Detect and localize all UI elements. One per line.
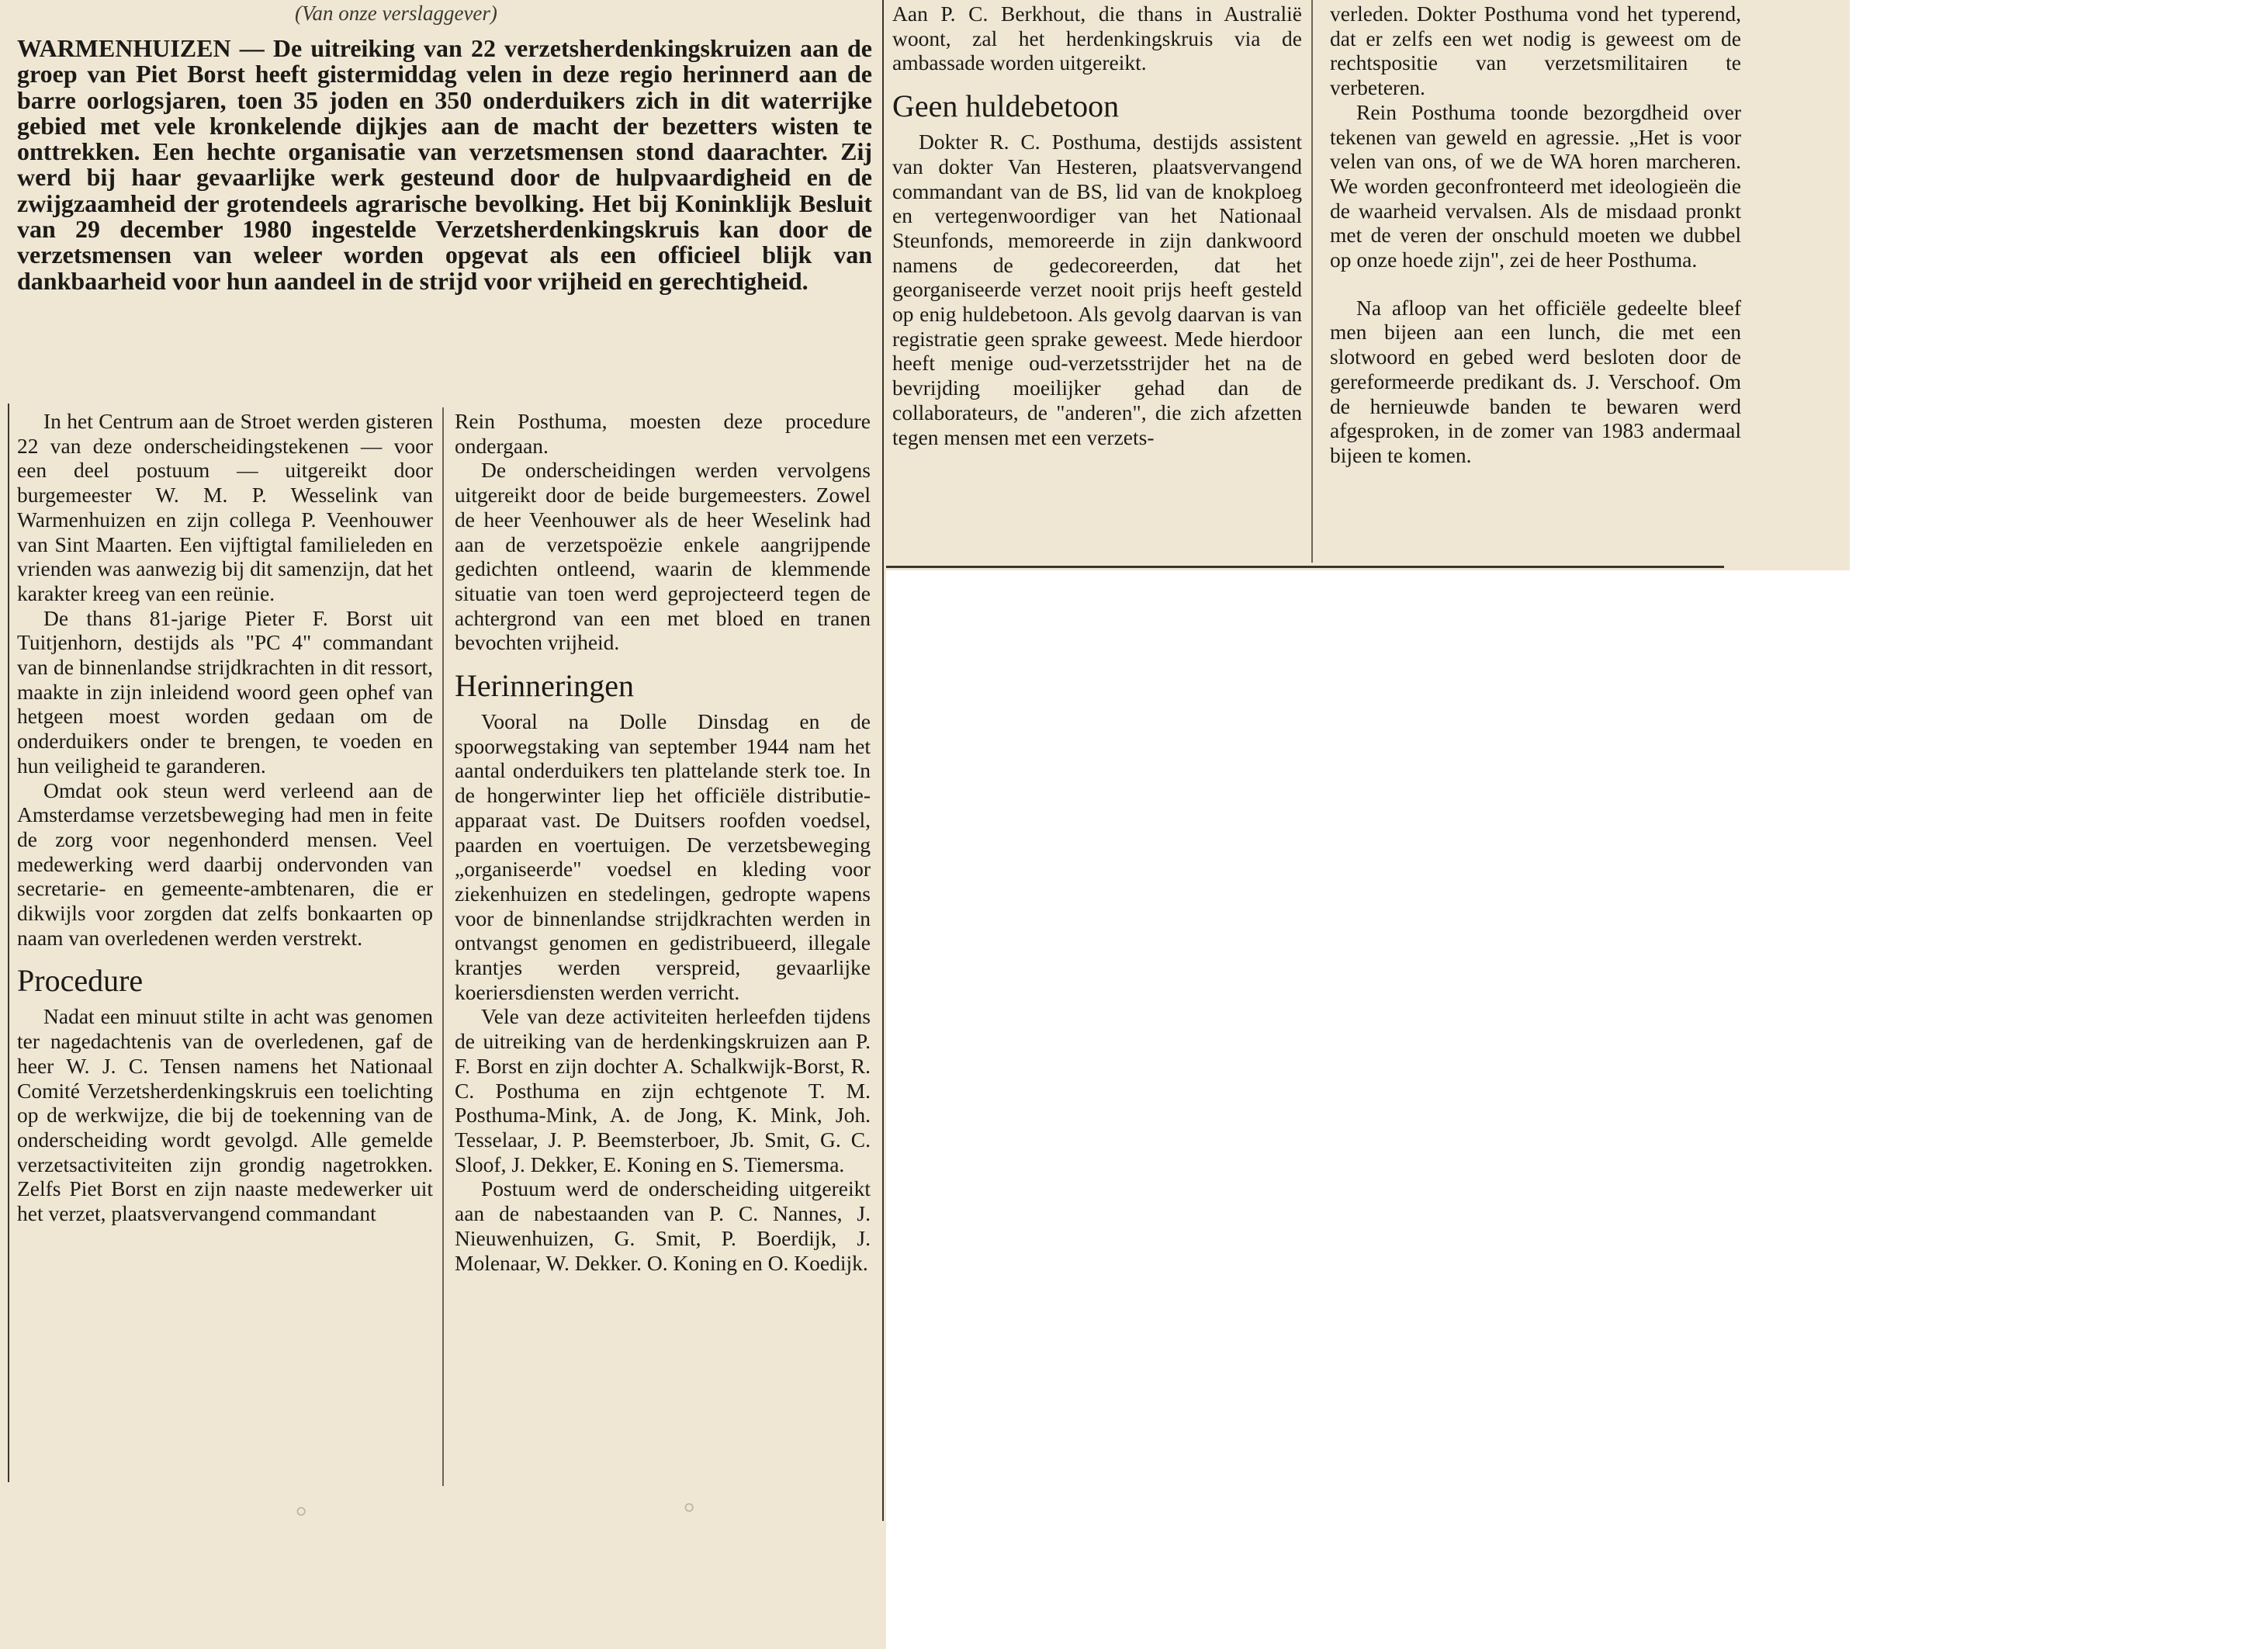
byline: (Van onze verslaggever) (295, 2, 497, 25)
paragraph: In het Centrum aan de Stroet werden gisteren 22 van deze onderscheidingstekenen — voor een deel postuum — uitgereikt door burgemeester W. M. P. Wesselink van Warmenhuizen en zijn collega P. Veenhouwer van Sint Maarten. Een vijftigtal familieleden en vrienden was aanwezig bij dit samenzijn, dat het karakter kreeg van een reünie. (17, 409, 433, 605)
paragraph: Rein Posthuma, moesten deze procedure ondergaan. (455, 409, 871, 458)
paragraph: Rein Posthuma toonde bezorgdheid over tekenen van geweld en agressie. „Het is voor velen van ons, of we de WA horen marcheren. We worden geconfronteerd met ideologieën die de waarheid vervalsen. Als de misdaad pronkt met de veren der onschuld moeten we dubbel op onze hoede zijn", zei de heer Posthuma. (1330, 99, 1741, 272)
paragraph: De thans 81-jarige Pieter F. Borst uit Tuitjenhorn, destijds als "PC 4" commandant van de binnenlandse strijdkrachten in dit ressort, maakte in zijn inleidend woord geen ophef van hetgeen moest worden gedaan om de onderduikers onder te brengen, te voeden en hun veiligheid te garanderen. (17, 605, 433, 778)
paragraph: Vooral na Dolle Dinsdag en de spoorwegstaking van september 1944 nam het aantal onderduikers ten plattelande sterk toe. In de hongerwinter liep het officiële distributie-apparaat vast. De Duitsers roofden voedsel, paarden en voertuigen. De verzetsbeweging „organiseerde" voedsel en kleding voor ziekenhuizen en stedelingen, gedropte wapens voor de binnenlandse strijdkrachten werden in ontvangst genomen en gedistribueerd, illegale krantjes werden verspreid, gevaarlijke koeriersdiensten werden verricht. (455, 709, 871, 1004)
paragraph: De onderscheidingen werden vervolgens uitgereikt door de beide burgemeesters. Zowel de heer Veenhouwer als de heer Weselink had aan de verzetspoëzie enkele aangrijpende gedichten ontleend, waarin de klemmende situatie van toen werd geprojecteerd tegen de achtergrond van een met bloed en tranen bevochten vrijheid. (455, 458, 871, 655)
bottom-cut-rule (886, 566, 1724, 568)
paragraph: Dokter R. C. Posthuma, destijds assistent van dokter Van Hesteren, plaatsvervangend commandant van de BS, lid van de knokploeg en vertegenwoordiger van het Nationaal Steunfonds, memoreerde in zijn dankwoord namens de gedecoreerden, dat het georganiseerde verzet nooit prijs heeft gesteld op enig huldebetoon. Als gevolg daarvan is van registratie geen sprake geweest. Mede hierdoor heeft menige oud-verzetsstrijder het na de bevrijding moeilijker gehad dan de collaborateurs, de "anderen", die zich afzetten tegen mensen met een verzets- (892, 130, 1302, 449)
column-4 (1330, 2, 1741, 468)
subheading-geen-huldebetoon: Geen huldebetoon (892, 88, 1120, 124)
column-3 (892, 2, 1302, 449)
column-1 (17, 409, 433, 1226)
column-rule-3 (1311, 0, 1313, 563)
column-rule-2 (882, 0, 884, 1521)
paragraph: Nadat een minuut stilte in acht was genomen ter nagedachtenis van de overledenen, gaf de heer W. J. C. Tensen namens het Nationaal Comité Verzetsherdenkingskruis een toelichting op de werkwijze, die bij de toekenning van de onderscheiding wordt gevolgd. Alle gemelde verzetsactiviteiten zijn grondig nagetrokken. Zelfs Piet Borst en zijn naaste medewerker uit het verzet, plaatsvervangend commandant (17, 1004, 433, 1226)
paragraph: Aan P. C. Berkhout, die thans in Australië woont, zal het herdenkingskruis via de ambassade worden uitgereikt. (892, 2, 1302, 75)
paper-fold-mark: ◦ (683, 1487, 696, 1526)
paper-fold-mark: ◦ (295, 1491, 308, 1530)
lead-paragraph: WARMENHUIZEN — De uitreiking van 22 verzetsherdenkingskruizen aan de groep van Piet Borst heeft gistermiddag velen in deze regio herinnerd aan de barre oorlogsjaren, toen 35 joden en 350 onderduikers zich in dit waterrijke gebied met vele kronkelende dijkjes aan de macht der bezetters wisten te onttrekken. Een hechte organisatie van verzetsmensen stond daarachter. Zij werd bij haar gevaarlijke werk gesteund door de hulpvaardigheid en de zwijgzaamheid der grotendeels agrarische bevolking. Het bij Koninklijk Besluit van 29 december 1980 ingestelde Verzetsherdenkingskruis kan door de verzetsmensen van weleer worden opgevat als een officieel blijk van dankbaarheid voor hun aandeel in de strijd voor vrijheid en gerechtigheid. (17, 34, 872, 295)
paragraph: Na afloop van het officiële gedeelte bleef men bijeen aan een lunch, die met een slotwoord en gebed werd besloten door de gereformeerde predikant ds. J. Verschoof. Om de hernieuwde banden te bewaren werd afgesproken, in de zomer van 1983 andermaal bijeen te komen. (1330, 295, 1741, 467)
column-rule-1 (442, 407, 444, 1486)
left-edge-rule (8, 404, 9, 1482)
subheading-procedure: Procedure (17, 963, 144, 999)
paragraph: Vele van deze activiteiten herleefden tijdens de uitreiking van de herdenkingskruizen aan P. F. Borst en zijn dochter A. Schalkwijk-Borst, R. C. Posthuma en zijn echtgenote T. M. Posthuma-Mink, A. de Jong, K. Mink, Joh. Tesselaar, J. P. Beemsterboer, Jb. Smit, G. C. Sloof, J. Dekker, E. Koning en S. Tiemersma. (455, 1004, 871, 1176)
paragraph: verleden. Dokter Posthuma vond het typerend, dat er zelfs een wet nodig is geweest om de rechtspositie van verzetsmilitairen te verbeteren. (1330, 2, 1741, 100)
column-2 (455, 409, 871, 1275)
subheading-herinneringen: Herinneringen (455, 668, 635, 704)
paragraph: Omdat ook steun werd verleend aan de Amsterdamse verzetsbeweging had men in feite de zorg voor negenhonderd mensen. Veel medewerking werd daarbij ondervonden van secretarie- en gemeente-ambtenaren, die er dikwijls voor zorgden dat zelfs bonkaarten op naam van overledenen werden verstrekt. (17, 778, 433, 950)
paragraph: Postuum werd de onderscheiding uitgereikt aan de nabestaanden van P. C. Nannes, J. Nieuwenhuizen, G. Smit, P. Boerdijk, J. Molenaar, W. Dekker. O. Koning en O. Koedijk. (455, 1176, 871, 1275)
